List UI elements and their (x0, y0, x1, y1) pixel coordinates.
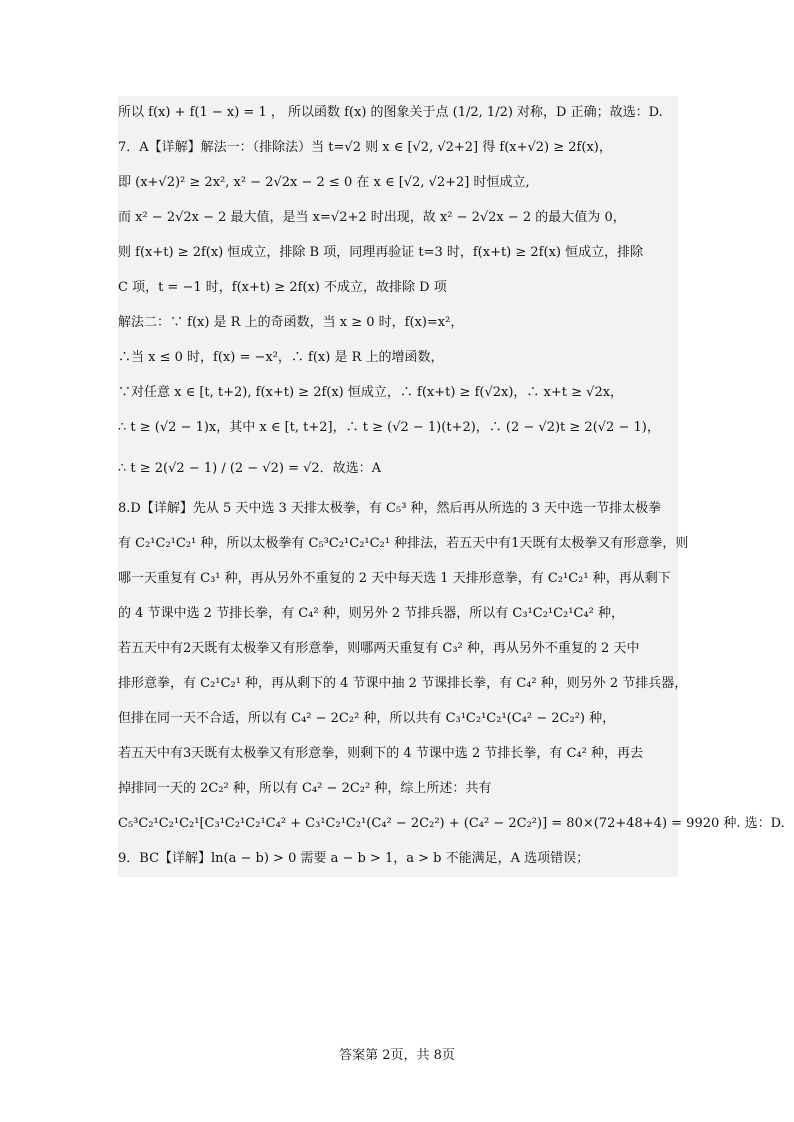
answer-content (118, 96, 785, 877)
text-line-20: 掉排同一天的 2C₂² 种，所以有 C₄² − 2C₂² 种，综上所述：共有 (118, 781, 492, 796)
text-line-1: 所以 f(x) + f(1 − x) = 1 ， 所以函数 f(x) 的图象关于点 (1/2, 1/2) 对称，D 正确；故选：D. (118, 105, 663, 120)
text-line-11: ∴ t ≥ 2(√2 − 1) / (2 − √2) = √2．故选：A (118, 461, 382, 476)
text-line-14: 哪一天重复有 C₃¹ 种，再从另外不重复的 2 天中每天选 1 天排形意拳，有 C₂¹C₂¹ 种，再从剩下 (118, 571, 671, 586)
text-line-18: 但排在同一天不合适，所以有 C₄² − 2C₂² 种，所以共有 C₃¹C₂¹C₂¹(C₄² − 2C₂²) 种， (118, 711, 616, 726)
text-line-17: 排形意拳，有 C₂¹C₂¹ 种，再从剩下的 4 节课中抽 2 节课排长拳，有 C₄² 种，则另外 2 节排兵器， (118, 676, 688, 691)
text-line-19: 若五天中有3天既有太极拳又有形意拳，则剩下的 4 节课中选 2 节排长拳，有 C₄² 种，再去 (118, 746, 643, 761)
text-line-9: ∵对任意 x ∈ [t, t+2), f(x+t) ≥ 2f(x) 恒成立，∴ f(x+t) ≥ f(√2x)，∴ x+t ≥ √2x， (118, 385, 624, 400)
text-line-6: C 项，t = −1 时，f(x+t) ≥ 2f(x) 不成立，故排除 D 项 (118, 280, 447, 295)
text-line-15: 的 4 节课中选 2 节排长拳，有 C₄² 种，则另外 2 节排兵器，所以有 C₃¹C₂¹C₂¹C₄² 种， (118, 606, 624, 621)
text-line-2: 7．A【详解】解法一：（排除法）当 t=√2 则 x ∈ [√2, √2+2] 得 f(x+√2) ≥ 2f(x)， (118, 140, 612, 155)
text-line-7: 解法二：∵ f(x) 是 R 上的奇函数，当 x ≥ 0 时，f(x)=x²， (118, 315, 464, 330)
text-line-8: ∴当 x ≤ 0 时，f(x) = −x²，∴ f(x) 是 R 上的增函数， (118, 350, 444, 365)
text-line-3: 即 (x+√2)² ≥ 2x², x² − 2√2x − 2 ≤ 0 在 x ∈ [√2, √2+2] 时恒成立, (118, 175, 530, 190)
text-line-10: ∴ t ≥ (√2 − 1)x，其中 x ∈ [t, t+2]，∴ t ≥ (√2 − 1)(t+2)，∴ (2 − √2)t ≥ 2(√2 − 1)， (118, 420, 660, 435)
text-line-13: 有 C₂¹C₂¹C₂¹ 种，所以太极拳有 C₅³C₂¹C₂¹C₂¹ 种排法，若五天中有1天既有太极拳又有形意拳，则 (118, 536, 689, 551)
text-line-4: 而 x² − 2√2x − 2 最大值，是当 x=√2+2 时出现，故 x² − 2√2x − 2 的最大值为 0， (118, 210, 626, 225)
text-line-21: C₅³C₂¹C₂¹C₂¹[C₃¹C₂¹C₂¹C₄² + C₃¹C₂¹C₂¹(C₄² − 2C₂²) + (C₄² − 2C₂²)] = 80×(72+48+4) = 9920 种. 选：D. (118, 816, 785, 831)
page-footer: 答案第 2页，共 8页 (339, 1048, 455, 1063)
text-line-16: 若五天中有2天既有太极拳又有形意拳，则哪两天重复有 C₃² 种，再从另外不重复的 2 天中 (118, 641, 640, 656)
text-line-22: 9．BC【详解】ln(a − b) > 0 需要 a − b > 1，a > b 不能满足，A 选项错误； (118, 851, 590, 866)
text-line-12: 8.D【详解】先从 5 天中选 3 天排太极拳，有 C₅³ 种，然后再从所选的 3 天中选一节排太极拳 (118, 501, 662, 516)
text-line-5: 则 f(x+t) ≥ 2f(x) 恒成立，排除 B 项，同理再验证 t=3 时，f(x+t) ≥ 2f(x) 恒成立，排除 (118, 245, 644, 260)
